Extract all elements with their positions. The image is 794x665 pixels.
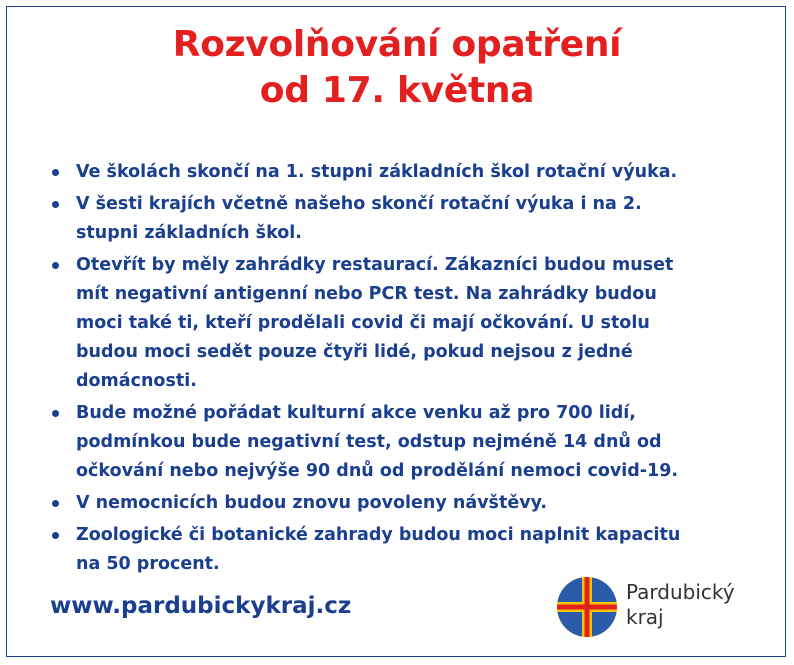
logo-text-line-1: Pardubický xyxy=(626,580,735,604)
logo-text-line-2: kraj xyxy=(626,605,664,629)
bullet-icon xyxy=(52,532,59,539)
list-item-line: moci také ti, kteří prodělali covid či mají očkování. U stolu xyxy=(76,313,650,333)
list-item-line: Bude možné pořádat kulturní akce venku až pro 700 lidí, xyxy=(76,403,636,423)
page-title xyxy=(0,22,794,114)
bullet-icon xyxy=(52,410,59,417)
list-item-line: Zoologické či botanické zahrady budou moci naplnit kapacitu xyxy=(76,525,681,545)
measures-list xyxy=(52,158,752,582)
list-item-line: na 50 procent. xyxy=(76,554,220,574)
title-line-1: Rozvolňování opatření xyxy=(172,24,622,65)
bullet-icon xyxy=(52,500,59,507)
list-item-line: mít negativní antigenní nebo PCR test. Na zahrádky budou xyxy=(76,284,657,304)
emblem-blue-quadrant-tr xyxy=(592,576,618,602)
list-item-line: podmínkou bude negativní test, odstup nejméně 14 dnů od xyxy=(76,432,662,452)
list-item-line: očkování nebo nejvýše 90 dnů od prodělání nemoci covid-19. xyxy=(76,461,679,481)
list-item-line: budou moci sedět pouze čtyři lidé, pokud nejsou z jedné xyxy=(76,342,633,362)
regional-emblem-icon xyxy=(556,576,618,638)
list-item-line: stupni základních škol. xyxy=(76,223,302,243)
list-item-line: domácnosti. xyxy=(76,371,197,391)
title-line-2: od 17. května xyxy=(259,70,535,111)
emblem-blue-quadrant-br xyxy=(592,612,618,638)
pardubicky-kraj-logo xyxy=(556,576,756,638)
list-item xyxy=(52,399,752,486)
website-link[interactable]: www.pardubickykraj.cz xyxy=(50,593,352,619)
list-item xyxy=(52,190,752,248)
list-item xyxy=(52,521,752,579)
logo-text xyxy=(626,580,735,630)
list-item-line: Otevřít by měly zahrádky restaurací. Zákazníci budou muset xyxy=(76,255,674,275)
bullet-icon xyxy=(52,201,59,208)
list-item xyxy=(52,158,752,187)
list-item xyxy=(52,251,752,396)
emblem-blue-quadrant-bl xyxy=(556,612,582,638)
bullet-icon xyxy=(52,262,59,269)
emblem-red-cross-horizontal xyxy=(556,605,618,610)
list-item-line: V šesti krajích včetně našeho skončí rotační výuka i na 2. xyxy=(76,194,642,214)
list-item-line: V nemocnicích budou znovu povoleny návštěvy. xyxy=(76,493,548,513)
list-item-line: Ve školách skončí na 1. stupni základních škol rotační výuka. xyxy=(76,162,678,182)
list-item xyxy=(52,489,752,518)
bullet-icon xyxy=(52,169,59,176)
emblem-blue-quadrant-tl xyxy=(556,576,582,602)
